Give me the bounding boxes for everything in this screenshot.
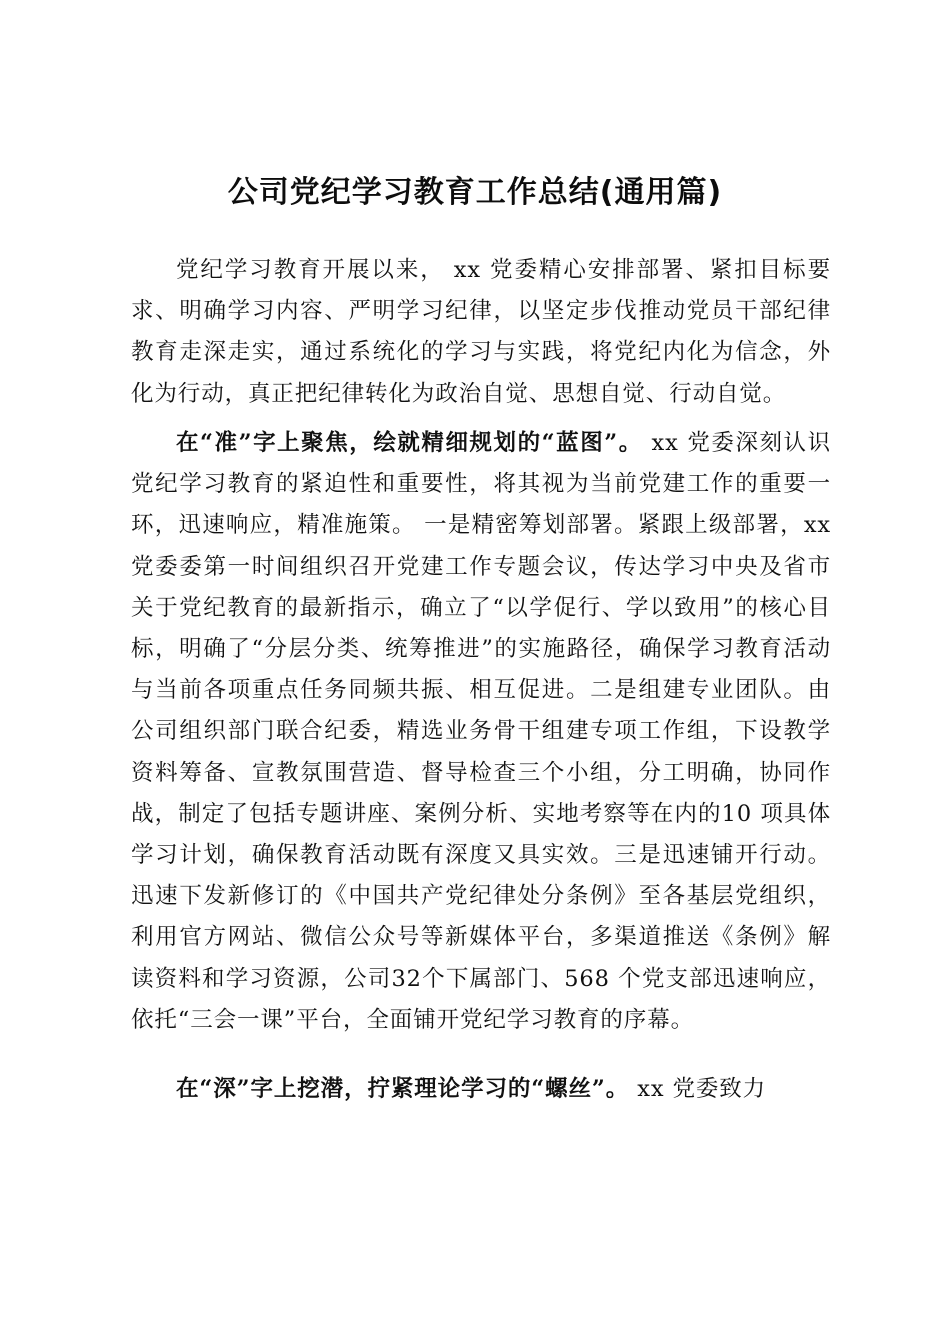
paragraph-lead: 在“准”字上聚焦，绘就精细规划的“蓝图”。 — [176, 430, 643, 456]
document-title: 公司党纪学习教育工作总结(通用篇) — [227, 175, 723, 210]
paragraph-text: xx 党委深刻认识党纪学习教育的紧迫性和重要性，将其视为当前党建工作的重要一环，迅速响应，精准施策。 一是精密筹划部署。紧跟上级部署，xx 党委委第一时间组织召开党建工作专题会议，传达学习中央及省市关于党纪教育的最新指示，确立了“以学促行、学以致用”的核心目标，明确了“分层分类、统筹推进”的实施路径，确保学习教育活动与当前各项重点任务同频共振、相互促进。二是组建专业团队。由公司组织部门联合纪委，精选业务骨干组建专项工作组，下设教学资料筹备、宣教氛围营造、督导检查三个小组，分工明确，协同作战，制定了包括专题讲座、案例分析、实地考察等在内的10 项具体学习计划，确保教育活动既有深度又具实效。三是迅速铺开行动。迅速下发新修订的《中国共产党纪律处分条例》至各基层党组织，利用官方网站、微信公众号等新媒体平台，多渠道推送《条例》解读资料和学习资源，公司32个下属部门、568 个党支部迅速响应，依托“三会一课”平台，全面铺开党纪学习教育的序幕。 — [131, 430, 831, 1033]
paragraph-text: xx 党委致力 — [629, 1076, 767, 1102]
paragraph-lead: 在“深”字上挖潜，拧紧理论学习的“螺丝”。 — [176, 1076, 630, 1102]
paragraph-precision-section — [131, 423, 831, 1041]
paragraph-depth-section — [131, 1069, 831, 1110]
paragraph-intro — [131, 250, 831, 415]
paragraph-text: 党纪学习教育开展以来， xx 党委精心安排部署、紧扣目标要求、明确学习内容、严明学习纪律，以坚定步伐推动党员干部纪律教育走深走实，通过系统化的学习与实践，将党纪内化为信念，外化为行动，真正把纪律转化为政治自觉、思想自觉、行动自觉。 — [131, 257, 831, 407]
